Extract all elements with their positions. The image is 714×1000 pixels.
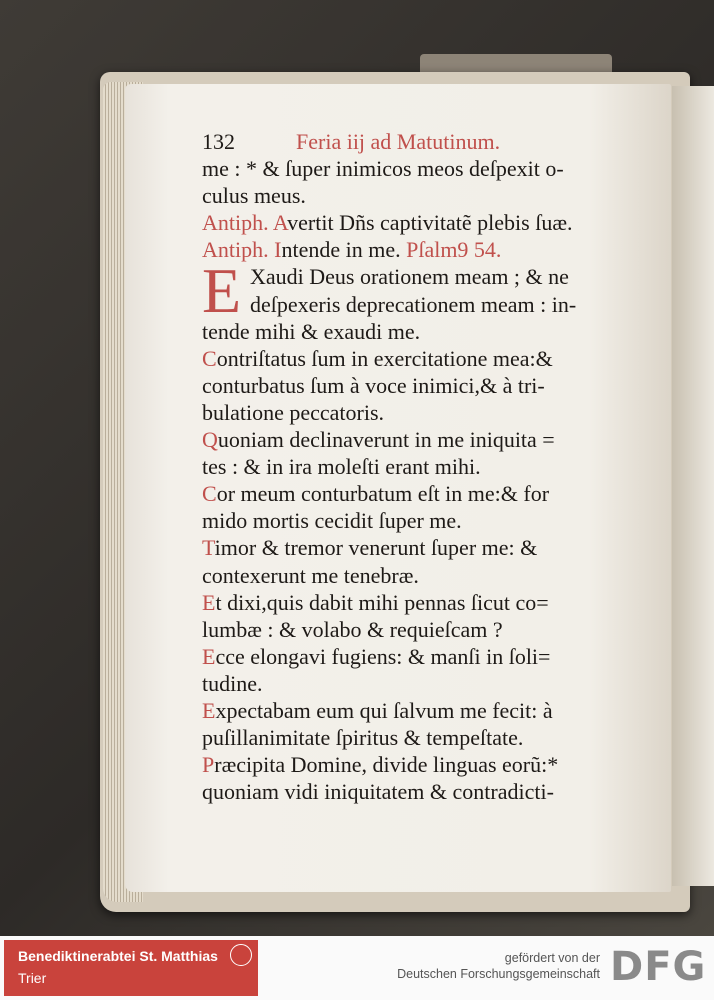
- verse-line: [202, 589, 652, 616]
- line-text: ontriſtatus ſum in exercitatione mea:&: [216, 345, 553, 371]
- verse-initial: E: [202, 697, 216, 723]
- verse-line: [202, 507, 652, 534]
- verse-initial: Q: [202, 427, 218, 453]
- verse-line: [202, 751, 652, 778]
- line-text: culus meus.: [202, 183, 306, 209]
- line-text: or meum conturbatum eſt in me:& for: [216, 481, 550, 507]
- text-line: [202, 263, 652, 290]
- line-text: mido mortis cecidit ſuper me.: [202, 508, 462, 534]
- institution-name: Benediktinerabtei St. Matthias: [18, 948, 218, 964]
- verse-line: [202, 724, 652, 751]
- line-text: cce elongavi fugiens: & manſi in ſoli=: [215, 643, 551, 669]
- psalm-verses: [202, 345, 652, 806]
- dfg-logo: DFG: [610, 944, 707, 990]
- verse-initial: E: [202, 643, 216, 669]
- drop-cap-initial: E: [202, 255, 242, 327]
- page-text: [202, 128, 652, 805]
- line-text: imor & tremor venerunt ſuper me: &: [214, 535, 538, 561]
- page-title: Feria iij ad Matutinum.: [296, 129, 501, 154]
- funding-note: [397, 950, 600, 982]
- verse-initial: E: [202, 589, 216, 615]
- line-text: contexerunt me tenebræ.: [202, 562, 419, 588]
- line-text: puſillanimitate ſpiritus & tempeſtate.: [202, 725, 524, 751]
- verse-initial: P: [202, 752, 215, 778]
- line-text: Xaudi Deus orationem meam ; & ne: [250, 264, 569, 290]
- line-text: ræcipita Domine, divide linguas eorũ:*: [214, 752, 559, 778]
- text-line: [202, 291, 652, 318]
- line-text: lumbæ : & volabo & requieſcam ?: [202, 616, 503, 642]
- antiphon-label: Antiph. A: [202, 210, 288, 236]
- verse-line: [202, 426, 652, 453]
- line-text: ntende in me.: [281, 237, 407, 263]
- text-line: [202, 318, 652, 345]
- institution-city: Trier: [18, 970, 47, 986]
- verse-line: [202, 399, 652, 426]
- line-text: t dixi,quis dabit mihi pennas ſicut co=: [215, 589, 549, 615]
- line-text: bulatione peccatoris.: [202, 399, 385, 425]
- verse-line: [202, 778, 652, 805]
- line-text: tudine.: [202, 670, 263, 696]
- verse-initial: C: [202, 345, 217, 371]
- verse-line: [202, 697, 652, 724]
- verse-line: [202, 643, 652, 670]
- verse-line: [202, 670, 652, 697]
- line-text: uoniam declinaverunt in me iniquita =: [217, 427, 555, 453]
- abbey-logo-icon: [230, 944, 252, 966]
- verse-initial: C: [202, 481, 217, 507]
- line-text: tes : & in ira moleſti erant mihi.: [202, 454, 481, 480]
- verse-line: [202, 480, 652, 507]
- line-text: deſpexeris deprecationem meam : in-: [250, 291, 577, 317]
- psalm-opening: [202, 255, 652, 344]
- line-text: me : * & ſuper inimicos meos deſpexit o-: [202, 156, 564, 182]
- verse-line: [202, 453, 652, 480]
- line-text: conturbatus ſum à voce inimici,& à tri-: [202, 372, 545, 398]
- psalm-label: Pſalm9 54.: [406, 237, 502, 263]
- verse-line: [202, 616, 652, 643]
- page-number: 132: [202, 129, 235, 154]
- text-line: [202, 155, 652, 182]
- funding-line: Deutschen Forschungsgemeinschaft: [397, 967, 600, 981]
- line-text: tende mihi & exaudi me.: [202, 318, 421, 344]
- antiphon-label: Antiph. I: [202, 237, 282, 263]
- running-head: [202, 128, 652, 155]
- line-text: quoniam vidi iniquitatem & contradicti-: [202, 779, 554, 805]
- verse-initial: T: [202, 535, 215, 561]
- line-text: vertit Dñs captivitatẽ plebis ſuæ.: [287, 210, 573, 236]
- verse-line: [202, 345, 652, 372]
- antiphon-line: [202, 236, 652, 263]
- line-text: xpectabam eum qui ſalvum me fecit: à: [215, 697, 553, 723]
- antiphon-line: [202, 209, 652, 236]
- text-line: [202, 182, 652, 209]
- facing-page-edge: [672, 86, 714, 886]
- institution-banner: [4, 940, 258, 996]
- funding-line: gefördert von der: [504, 951, 600, 965]
- verse-line: [202, 372, 652, 399]
- verse-line: [202, 534, 652, 561]
- verse-line: [202, 562, 652, 589]
